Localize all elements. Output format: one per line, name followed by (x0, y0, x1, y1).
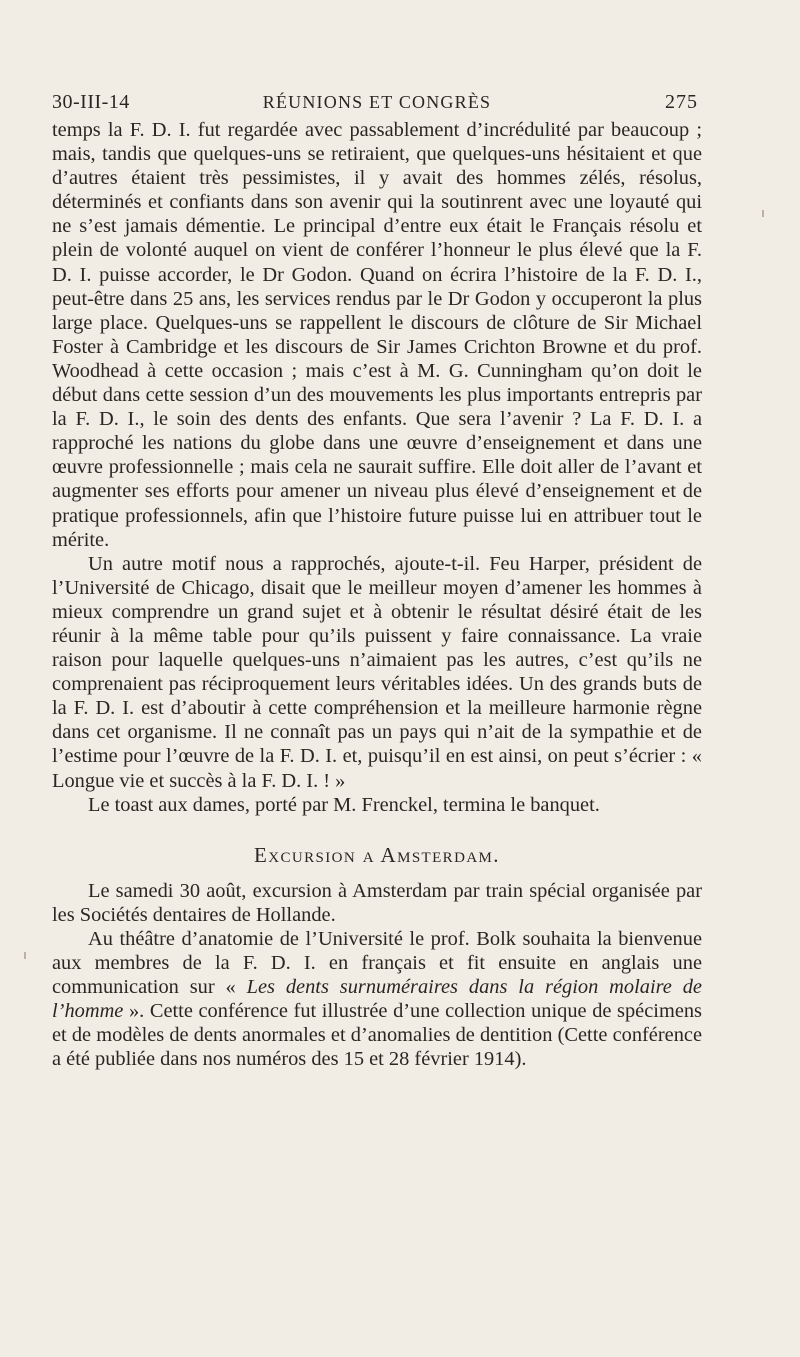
paper-speck (762, 210, 764, 217)
body-text (52, 118, 702, 1071)
section-heading: Excursion a Amsterdam. (254, 842, 500, 867)
page-number: 275 (665, 91, 698, 113)
paper-speck (24, 952, 26, 959)
paragraph-toast: Le toast aux dames, porté par M. Frenckel, termina le banquet. (88, 793, 600, 816)
running-head (52, 86, 702, 118)
paragraph-continued: temps la F. D. I. fut regardée avec passablement d’incrédulité par beaucoup ; mais, tandis que quelques-uns se retiraient, que quelques-uns hésitaient et que d’autres étaient très pessimistes, il y avait des hommes zélés, résolus, déterminés et confiants dans son avenir qui la soutinrent avec une loyauté qui ne s’est jamais démentie. Le principal d’entre eux était le Français résolu et plein de volonté auquel on vient de conférer l’honneur le plus élevé que la F. D. I. puisse accorder, le Dr Godon. Quand on écrira l’histoire de la F. D. I., peut-être dans 25 ans, les services rendus par le Dr Godon y occuperont la plus large place. Quelques-uns se rappellent le discours de clôture de Sir Michael Foster à Cambridge et les discours de Sir James Crichton Browne et du prof. Woodhead à cette occasion ; mais c’est à M. G. Cunningham qu’on doit le début dans cette session d’un des mouvements les plus importants entrepris par la F. D. I., le soin des dents des enfants. Que sera l’avenir ? La F. D. I. a rapproché les nations du globe dans une œuvre d’enseignement et dans une œuvre professionnelle ; mais cela ne saurait suffire. Elle doit aller de l’avant et augmenter ses efforts pour amener un niveau plus élevé d’enseignement et de pratique professionnels, afin que l’histoire future puisse lui en attribuer tout le mérite. (52, 119, 702, 551)
paragraph-excursion: Le samedi 30 août, excursion à Amsterdam par train spécial organisée par les Sociétés dentaires de Hollande. (52, 879, 702, 926)
bolk-text-start: Au théâtre d’anatomie de l’Université le prof. Bolk souhaita la bienvenue aux membres de la F. D. I. en français et fit ensuite en anglais une communication sur « (52, 927, 702, 999)
bolk-text-end: ». Cette conférence fut illustrée d’une collection unique de spécimens et de modèles de dents anormales et d’anomalies de dentition (Cette conférence a été publiée dans nos numéros des 15 et 28 février 1914). (52, 1000, 702, 1071)
paragraph-bolk (52, 927, 702, 1072)
lecture-title: Les dents surnuméraires dans la région molaire de l’homme (52, 976, 702, 1023)
paragraph-harper: Un autre motif nous a rapprochés, ajoute-t-il. Feu Harper, président de l’Université de Chicago, disait que le meilleur moyen d’amener les hommes à mieux comprendre un grand sujet et à obtenir le résultat désiré était de les réunir à la même table pour qu’ils puissent y faire connaissance. La vraie raison pour laquelle quelques-uns n’aimaient pas les autres, c’est qu’ils ne comprenaient pas réciproquement leurs véritables idées. Un des grands buts de la F. D. I. est d’aboutir à cette compréhension et la meilleure harmonie règne dans cet organisme. Il ne connaît pas un pays qui n’ait de la sympathie et de l’estime pour l’œuvre de la F. D. I. et, puisqu’il en est ainsi, on peut s’écrier : « Longue vie et succès à la F. D. I. ! » (52, 552, 702, 792)
section-header: RÉUNIONS ET CONGRÈS (262, 92, 492, 112)
issue-date: 30-III-14 (52, 91, 130, 113)
book-page (52, 86, 702, 1071)
